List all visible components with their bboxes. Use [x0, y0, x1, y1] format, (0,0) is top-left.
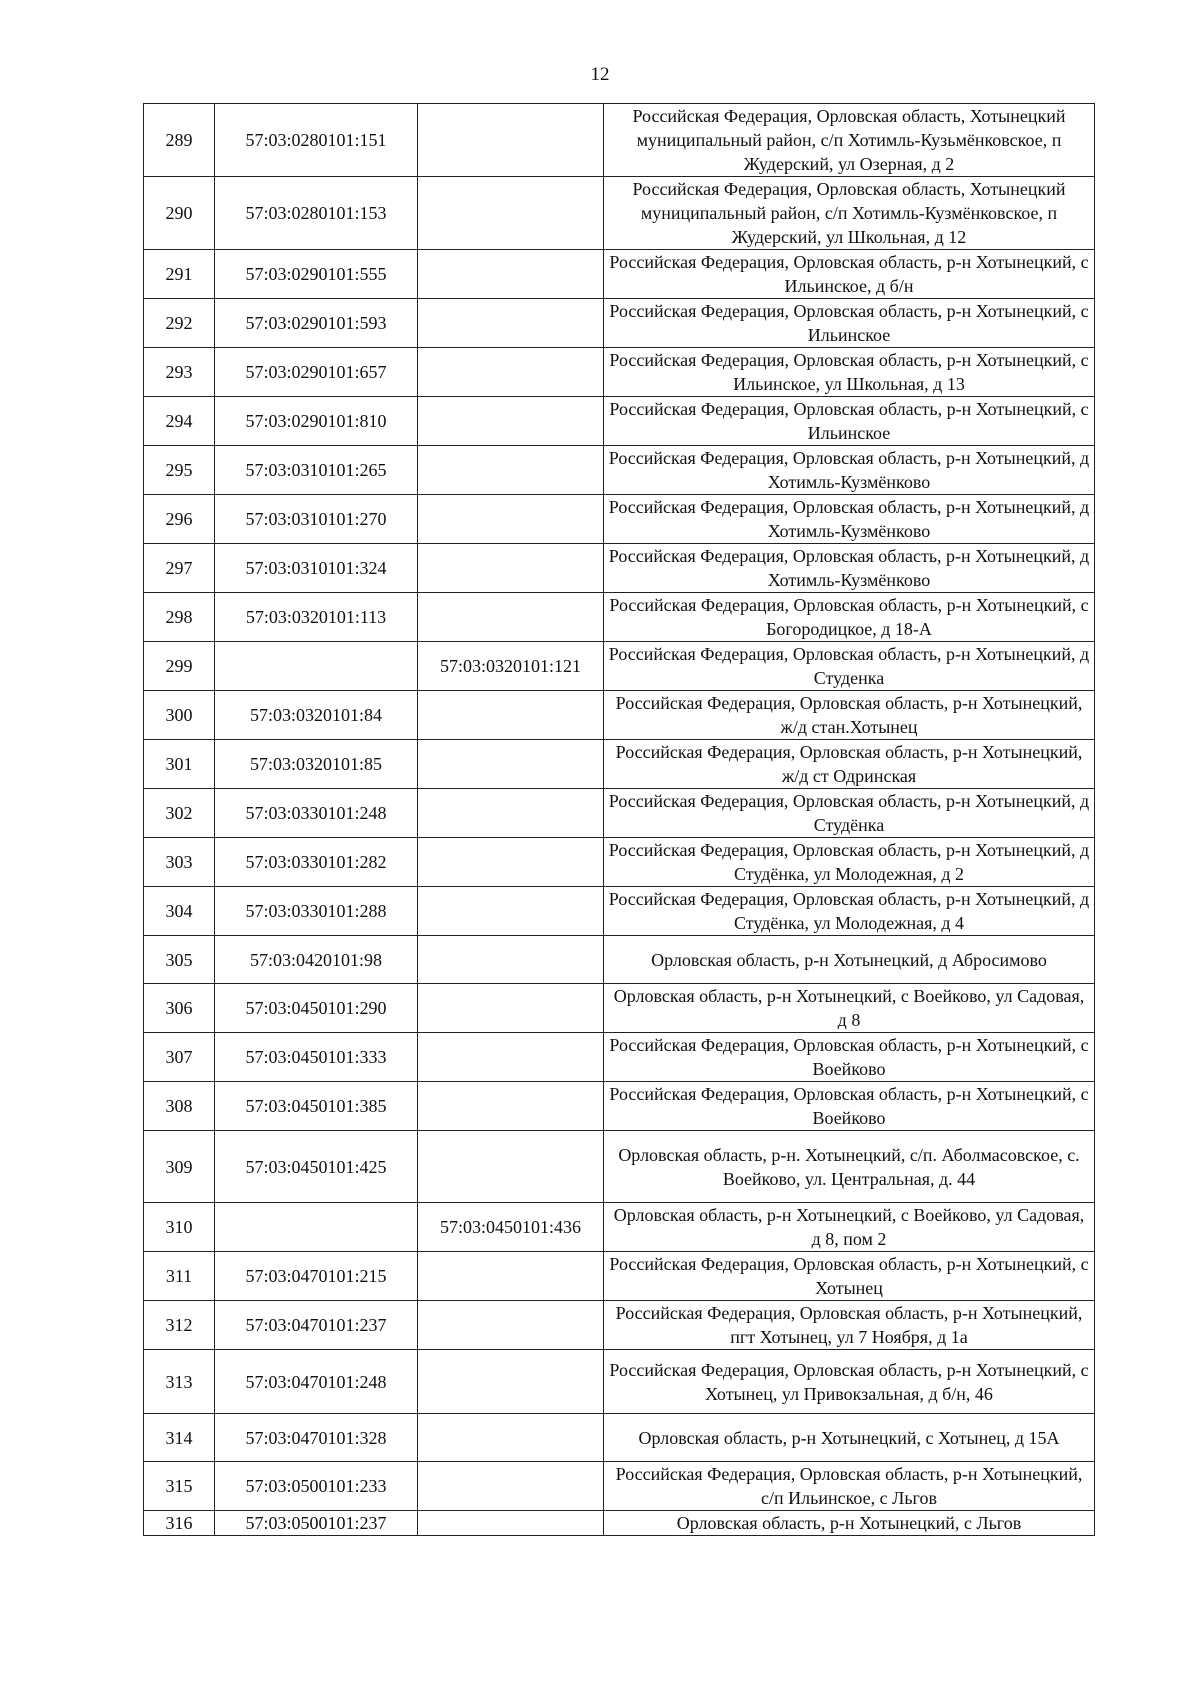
row-number-cell: 307 — [144, 1033, 215, 1082]
cadastral-number-alt-cell — [418, 740, 604, 789]
cadastral-number-alt-cell — [418, 299, 604, 348]
table-row — [144, 1301, 1095, 1350]
cadastral-number-alt-cell — [418, 446, 604, 495]
address-cell: Российская Федерация, Орловская область, р-н Хотынецкий, д Хотимль-Кузмёнково — [604, 446, 1095, 495]
cadastral-number-cell — [215, 1203, 418, 1252]
cadastral-number-cell: 57:03:0310101:265 — [215, 446, 418, 495]
table-row — [144, 1462, 1095, 1511]
cadastral-number-cell: 57:03:0310101:324 — [215, 544, 418, 593]
row-number-cell: 293 — [144, 348, 215, 397]
cadastral-number-alt-cell — [418, 1131, 604, 1203]
table-row — [144, 740, 1095, 789]
address-cell: Российская Федерация, Орловская область, р-н Хотынецкий, с Богородицкое, д 18-А — [604, 593, 1095, 642]
table-row — [144, 984, 1095, 1033]
cadastral-number-cell: 57:03:0310101:270 — [215, 495, 418, 544]
cadastral-number-alt-cell — [418, 691, 604, 740]
cadastral-number-alt-cell — [418, 250, 604, 299]
cadastral-number-cell: 57:03:0500101:237 — [215, 1511, 418, 1536]
row-number-cell: 303 — [144, 838, 215, 887]
cadastral-number-cell: 57:03:0420101:98 — [215, 936, 418, 984]
row-number-cell: 300 — [144, 691, 215, 740]
row-number-cell: 316 — [144, 1511, 215, 1536]
row-number-cell: 295 — [144, 446, 215, 495]
cadastral-number-cell: 57:03:0450101:290 — [215, 984, 418, 1033]
row-number-cell: 289 — [144, 104, 215, 177]
cadastral-number-alt-cell — [418, 1082, 604, 1131]
cadastral-number-alt-cell — [418, 887, 604, 936]
row-number-cell: 308 — [144, 1082, 215, 1131]
row-number-cell: 294 — [144, 397, 215, 446]
table-row — [144, 1203, 1095, 1252]
cadastral-number-alt-cell — [418, 838, 604, 887]
cadastral-number-cell: 57:03:0330101:282 — [215, 838, 418, 887]
table-row — [144, 1131, 1095, 1203]
cadastral-number-alt-cell — [418, 397, 604, 446]
row-number-cell: 311 — [144, 1252, 215, 1301]
table-row — [144, 544, 1095, 593]
table-row — [144, 1252, 1095, 1301]
address-cell: Орловская область, р-н. Хотынецкий, с/п. Аболмасовское, с. Воейково, ул. Центральная, д. 44 — [604, 1131, 1095, 1203]
row-number-cell: 304 — [144, 887, 215, 936]
address-cell: Российская Федерация, Орловская область, р-н Хотынецкий, пгт Хотынец, ул 7 Ноября, д 1а — [604, 1301, 1095, 1350]
cadastral-number-alt-cell — [418, 348, 604, 397]
table-row — [144, 691, 1095, 740]
table-row — [144, 104, 1095, 177]
address-cell: Российская Федерация, Орловская область, р-н Хотынецкий, ж/д стан.Хотынец — [604, 691, 1095, 740]
cadastral-number-alt-cell — [418, 984, 604, 1033]
table-row — [144, 593, 1095, 642]
cadastral-number-cell: 57:03:0330101:288 — [215, 887, 418, 936]
row-number-cell: 302 — [144, 789, 215, 838]
cadastral-number-cell: 57:03:0320101:113 — [215, 593, 418, 642]
address-cell: Российская Федерация, Орловская область, р-н Хотынецкий, д Студенка — [604, 642, 1095, 691]
cadastral-number-alt-cell: 57:03:0320101:121 — [418, 642, 604, 691]
address-cell: Российская Федерация, Орловская область, Хотынецкий муниципальный район, с/п Хотимль-Кузмёнковское, п Жудерский, ул Школьная, д 12 — [604, 177, 1095, 250]
table-row — [144, 348, 1095, 397]
cadastral-number-cell: 57:03:0280101:153 — [215, 177, 418, 250]
cadastral-number-cell: 57:03:0320101:84 — [215, 691, 418, 740]
registry-table — [143, 103, 1095, 1536]
row-number-cell: 290 — [144, 177, 215, 250]
table-row — [144, 1033, 1095, 1082]
row-number-cell: 312 — [144, 1301, 215, 1350]
cadastral-number-alt-cell — [418, 593, 604, 642]
cadastral-number-alt-cell — [418, 1462, 604, 1511]
row-number-cell: 314 — [144, 1414, 215, 1462]
address-cell: Российская Федерация, Орловская область, р-н Хотынецкий, с Хотынец, ул Привокзальная, д б/н, 46 — [604, 1350, 1095, 1414]
cadastral-number-cell: 57:03:0500101:233 — [215, 1462, 418, 1511]
row-number-cell: 315 — [144, 1462, 215, 1511]
page-number: 12 — [590, 64, 610, 85]
cadastral-number-cell: 57:03:0290101:810 — [215, 397, 418, 446]
address-cell: Российская Федерация, Орловская область, р-н Хотынецкий, д Студёнка — [604, 789, 1095, 838]
cadastral-number-cell: 57:03:0330101:248 — [215, 789, 418, 838]
cadastral-number-alt-cell — [418, 1414, 604, 1462]
cadastral-number-cell: 57:03:0470101:248 — [215, 1350, 418, 1414]
table-row — [144, 1082, 1095, 1131]
address-cell: Российская Федерация, Орловская область, р-н Хотынецкий, с Ильинское, ул Школьная, д 13 — [604, 348, 1095, 397]
address-cell: Российская Федерация, Орловская область, р-н Хотынецкий, д Студёнка, ул Молодежная, д 2 — [604, 838, 1095, 887]
table-row — [144, 177, 1095, 250]
cadastral-number-cell: 57:03:0290101:593 — [215, 299, 418, 348]
row-number-cell: 309 — [144, 1131, 215, 1203]
address-cell: Российская Федерация, Орловская область, р-н Хотынецкий, д Хотимль-Кузмёнково — [604, 495, 1095, 544]
cadastral-number-cell: 57:03:0470101:328 — [215, 1414, 418, 1462]
table-row — [144, 1414, 1095, 1462]
address-cell: Российская Федерация, Орловская область, р-н Хотынецкий, с Ильинское, д б/н — [604, 250, 1095, 299]
address-cell: Орловская область, р-н Хотынецкий, с Воейково, ул Садовая, д 8 — [604, 984, 1095, 1033]
cadastral-number-alt-cell — [418, 1301, 604, 1350]
address-cell: Орловская область, р-н Хотынецкий, с Хотынец, д 15А — [604, 1414, 1095, 1462]
cadastral-number-alt-cell — [418, 177, 604, 250]
address-cell: Российская Федерация, Орловская область, р-н Хотынецкий, с Хотынец — [604, 1252, 1095, 1301]
cadastral-number-alt-cell — [418, 1252, 604, 1301]
table-row — [144, 1511, 1095, 1536]
row-number-cell: 301 — [144, 740, 215, 789]
cadastral-number-cell: 57:03:0290101:555 — [215, 250, 418, 299]
address-cell: Российская Федерация, Орловская область, р-н Хотынецкий, с Воейково — [604, 1082, 1095, 1131]
cadastral-number-alt-cell — [418, 1350, 604, 1414]
address-cell: Российская Федерация, Орловская область, р-н Хотынецкий, д Хотимль-Кузмёнково — [604, 544, 1095, 593]
table-row — [144, 1350, 1095, 1414]
table-row — [144, 642, 1095, 691]
row-number-cell: 310 — [144, 1203, 215, 1252]
cadastral-number-cell: 57:03:0450101:385 — [215, 1082, 418, 1131]
row-number-cell: 297 — [144, 544, 215, 593]
row-number-cell: 305 — [144, 936, 215, 984]
row-number-cell: 291 — [144, 250, 215, 299]
address-cell: Российская Федерация, Орловская область, р-н Хотынецкий, с/п Ильинское, с Льгов — [604, 1462, 1095, 1511]
cadastral-number-cell: 57:03:0450101:425 — [215, 1131, 418, 1203]
address-cell: Орловская область, р-н Хотынецкий, д Абросимово — [604, 936, 1095, 984]
address-cell: Российская Федерация, Орловская область, р-н Хотынецкий, с Ильинское — [604, 397, 1095, 446]
cadastral-number-alt-cell — [418, 544, 604, 593]
row-number-cell: 292 — [144, 299, 215, 348]
table-row — [144, 446, 1095, 495]
cadastral-number-alt-cell — [418, 1511, 604, 1536]
table-body — [144, 104, 1095, 1536]
cadastral-number-cell: 57:03:0450101:333 — [215, 1033, 418, 1082]
address-cell: Орловская область, р-н Хотынецкий, с Воейково, ул Садовая, д 8, пом 2 — [604, 1203, 1095, 1252]
cadastral-number-alt-cell — [418, 789, 604, 838]
row-number-cell: 296 — [144, 495, 215, 544]
row-number-cell: 313 — [144, 1350, 215, 1414]
table-row — [144, 936, 1095, 984]
cadastral-number-cell: 57:03:0320101:85 — [215, 740, 418, 789]
cadastral-number-cell: 57:03:0280101:151 — [215, 104, 418, 177]
cadastral-number-alt-cell — [418, 936, 604, 984]
row-number-cell: 299 — [144, 642, 215, 691]
cadastral-number-cell: 57:03:0470101:215 — [215, 1252, 418, 1301]
table-row — [144, 789, 1095, 838]
address-cell: Российская Федерация, Орловская область, р-н Хотынецкий, ж/д ст Одринская — [604, 740, 1095, 789]
table-row — [144, 299, 1095, 348]
table-row — [144, 397, 1095, 446]
cadastral-number-cell — [215, 642, 418, 691]
row-number-cell: 298 — [144, 593, 215, 642]
address-cell: Орловская область, р-н Хотынецкий, с Льгов — [604, 1511, 1095, 1536]
address-cell: Российская Федерация, Орловская область, р-н Хотынецкий, с Ильинское — [604, 299, 1095, 348]
address-cell: Российская Федерация, Орловская область, р-н Хотынецкий, с Воейково — [604, 1033, 1095, 1082]
table-row — [144, 887, 1095, 936]
address-cell: Российская Федерация, Орловская область, р-н Хотынецкий, д Студёнка, ул Молодежная, д 4 — [604, 887, 1095, 936]
table-row — [144, 838, 1095, 887]
table-row — [144, 250, 1095, 299]
cadastral-number-cell: 57:03:0290101:657 — [215, 348, 418, 397]
cadastral-number-alt-cell — [418, 495, 604, 544]
cadastral-number-cell: 57:03:0470101:237 — [215, 1301, 418, 1350]
table-row — [144, 495, 1095, 544]
row-number-cell: 306 — [144, 984, 215, 1033]
cadastral-number-alt-cell — [418, 1033, 604, 1082]
cadastral-number-alt-cell — [418, 104, 604, 177]
address-cell: Российская Федерация, Орловская область, Хотынецкий муниципальный район, с/п Хотимль-Кузьмёнковское, п Жудерский, ул Озерная, д 2 — [604, 104, 1095, 177]
cadastral-number-alt-cell: 57:03:0450101:436 — [418, 1203, 604, 1252]
